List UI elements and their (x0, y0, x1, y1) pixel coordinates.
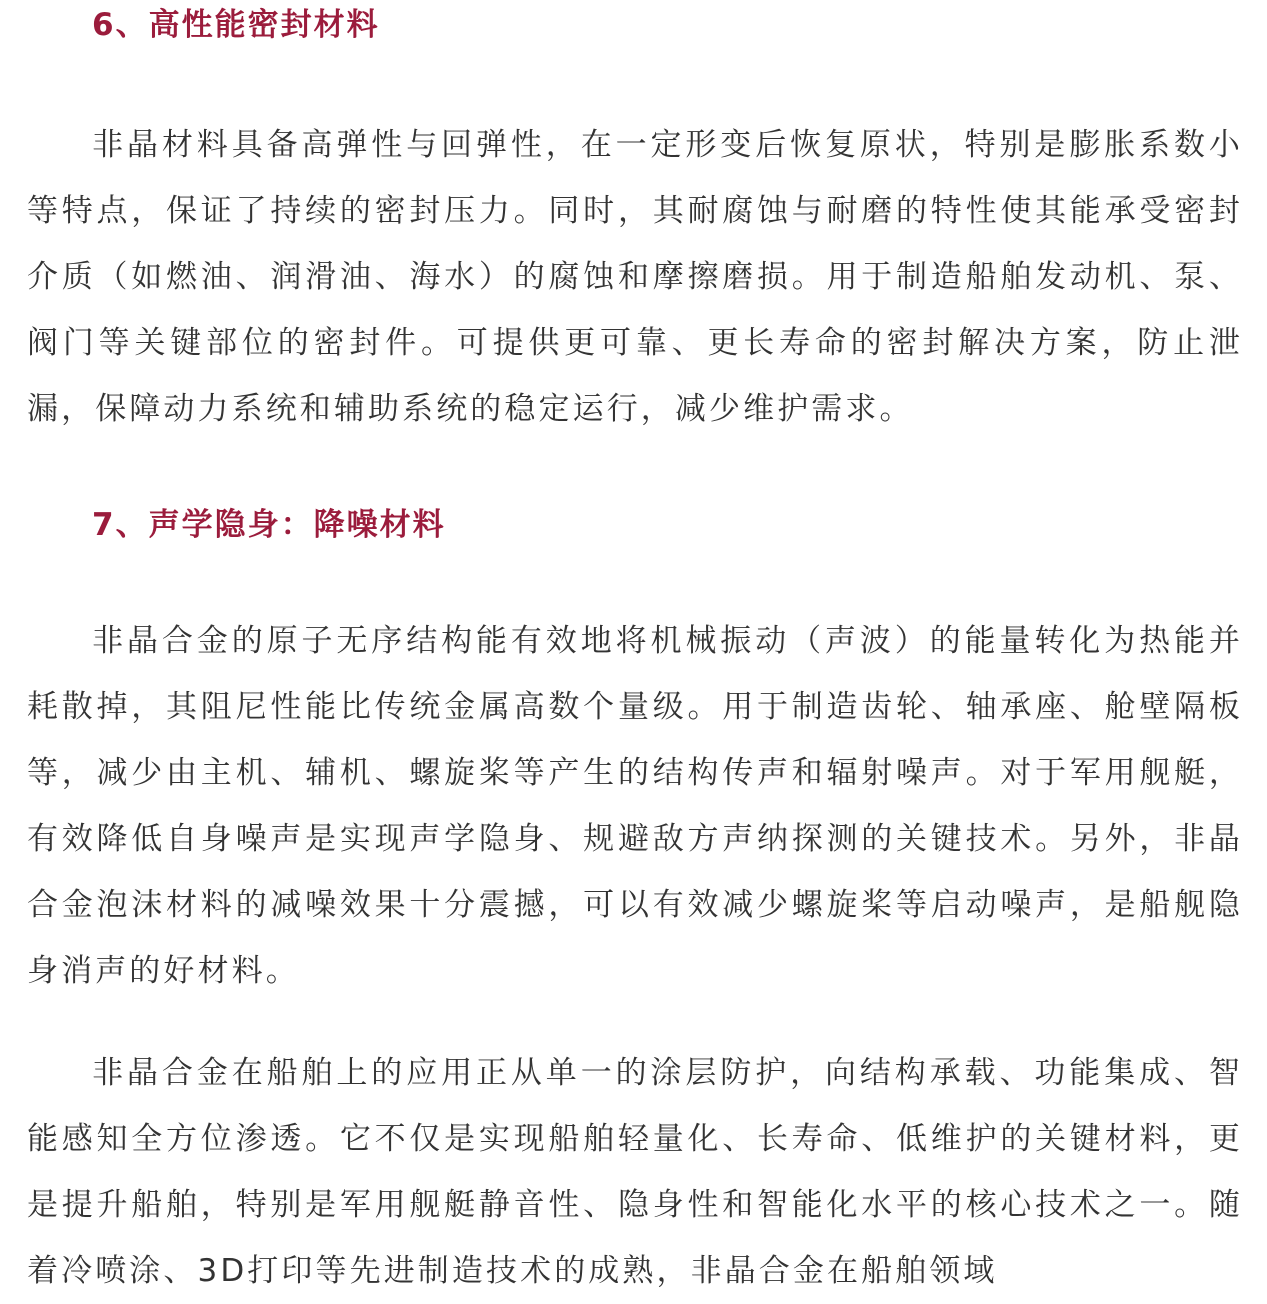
section-heading-sealing-materials: 6、高性能密封材料 (92, 7, 380, 43)
section-heading-acoustic-stealth: 7、声学隐身：降噪材料 (92, 507, 446, 543)
paragraph-noise-reduction: 非晶合金的原子无序结构能有效地将机械振动（声波）的能量转化为热能并耗散掉，其阻尼性能比传统金属高数个量级。用于制造齿轮、轴承座、舱壁隔板等，减少由主机、辅机、螺旋桨等产生的结构传声和辐射噪声。对于军用舰艇，有效降低自身噪声是实现声学隐身、规避敌方声纳探测的关键技术。另外，非晶合金泡沫材料的减噪效果十分震撼，可以有效减少螺旋桨等启动噪声，是船舰隐身消声的好材料。 (27, 623, 1243, 989)
article-body (27, 0, 1243, 1304)
paragraph-sealing-materials: 非晶材料具备高弹性与回弹性，在一定形变后恢复原状，特别是膨胀系数小等特点，保证了持续的密封压力。同时，其耐腐蚀与耐磨的特性使其能承受密封介质（如燃油、润滑油、海水）的腐蚀和摩擦磨损。用于制造船舶发动机、泵、阀门等关键部位的密封件。可提供更可靠、更长寿命的密封解决方案，防止泄漏，保障动力系统和辅助系统的稳定运行，减少维护需求。 (27, 127, 1243, 427)
paragraph-application-summary: 非晶合金在船舶上的应用正从单一的涂层防护，向结构承载、功能集成、智能感知全方位渗透。它不仅是实现船舶轻量化、长寿命、低维护的关键材料，更是提升船舶，特别是军用舰艇静音性、隐身性和智能化水平的核心技术之一。随着冷喷涂、3D打印等先进制造技术的成熟，非晶合金在船舶领域 (27, 1055, 1243, 1289)
